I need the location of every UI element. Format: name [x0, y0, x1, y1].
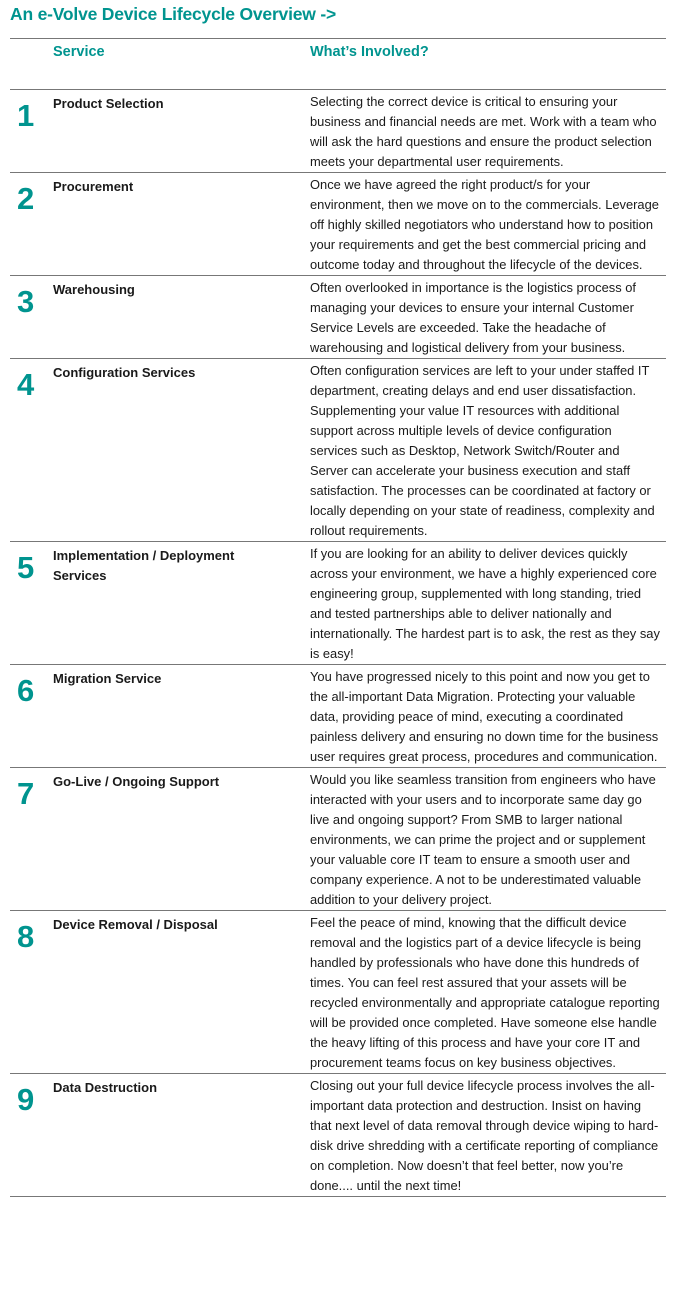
service-description: Closing out your full device lifecycle process involves the all-important data protection and destruction. Insist on having that next level of data removal through device wiping to hard-disk drive shredding with a certificate reporting of compliance on completion. Now doesn’t that feel better, now you’re done.... until the next time!	[310, 1078, 659, 1193]
service-name: Procurement	[53, 179, 134, 194]
step-number: 5	[17, 550, 35, 585]
table-row-configuration-services	[10, 359, 666, 542]
table-row-product-selection	[10, 90, 666, 173]
table-row-procurement	[10, 173, 666, 276]
table-header-row	[10, 39, 666, 90]
step-number: 8	[17, 919, 35, 954]
service-description: If you are looking for an ability to deliver devices quickly across your environment, we have a highly experienced core engineering group, supplemented with long standing, tried and tested partnerships able to deliver nationally and internationally. The hardest part is to ask, the rest as they say is easy!	[310, 546, 660, 661]
step-number: 1	[17, 98, 35, 133]
lifecycle-table	[10, 38, 666, 1197]
service-name: Migration Service	[53, 671, 162, 686]
step-number: 3	[17, 284, 35, 319]
table-row-data-destruction	[10, 1074, 666, 1197]
service-name: Go-Live / Ongoing Support	[53, 774, 220, 789]
step-number: 7	[17, 776, 35, 811]
service-name: Product Selection	[53, 96, 164, 111]
service-description: Once we have agreed the right product/s for your environment, then we move on to the commercials. Leverage off highly skilled negotiators who understand how to position your requirements and get the best commercial pricing and outcome today and throughout the lifecycle of the devices.	[310, 177, 659, 272]
service-description: Often overlooked in importance is the logistics process of managing your devices to ensure your internal Customer Service Levels are exceeded. Take the headache of warehousing and logistical delivery from your business.	[310, 280, 637, 355]
page-title: An e-Volve Device Lifecycle Overview ->	[10, 4, 336, 24]
service-description: Often configuration services are left to your under staffed IT department, creating delays and end user dissatisfaction. Supplementing your value IT resources with additional support across multiple levels of device configuration services such as Desktop, Network Switch/Router and Server can accelerate your business execution and staff satisfaction. The processes can be coordinated at factory or locally depending on your state of readiness, complexity and rollout requirements.	[310, 363, 655, 538]
service-description: Selecting the correct device is critical to ensuring your business and financial needs are met. Work with a team who will ask the hard questions and ensure the product selection meets your departmental user requirements.	[310, 94, 657, 169]
column-header-whats-involved: What’s Involved?	[310, 44, 429, 60]
table-row-implementation-deployment	[10, 542, 666, 665]
column-header-service: Service	[53, 44, 105, 60]
service-description: Feel the peace of mind, knowing that the difficult device removal and the logistics part of a device lifecycle is being handled by professionals who have done this hundreds of times. You can feel rest assured that your assets will be recycled environmentally and appropriate catalogue reporting will be provided once completed. Have someone else handle the heavy lifting of this process and have your core IT and procurement teams focus on key business objectives.	[310, 915, 660, 1070]
service-name: Warehousing	[53, 282, 135, 297]
step-number: 4	[17, 367, 35, 402]
table-row-warehousing	[10, 276, 666, 359]
service-name: Implementation / Deployment Services	[53, 548, 235, 583]
service-name: Configuration Services	[53, 365, 196, 380]
service-name: Device Removal / Disposal	[53, 917, 218, 932]
service-name: Data Destruction	[53, 1080, 158, 1095]
table-row-device-removal-disposal	[10, 911, 666, 1074]
step-number: 9	[17, 1082, 35, 1117]
step-number: 2	[17, 181, 35, 216]
service-description: You have progressed nicely to this point and now you get to the all-important Data Migration. Protecting your valuable data, providing peace of mind, executing a coordinated painless delivery and ensuring no down time for the business user requires great process, procedures and communication.	[310, 669, 659, 764]
service-description: Would you like seamless transition from engineers who have interacted with your users and to incorporate same day go live and ongoing support? From SMB to larger national environments, we can prime the project and or supplement your valuable core IT team to ensure a smooth user and company experience. A not to be underestimated valuable addition to your delivery project.	[310, 772, 656, 907]
step-number: 6	[17, 673, 35, 708]
table-row-go-live-support	[10, 768, 666, 911]
table-row-migration-service	[10, 665, 666, 768]
